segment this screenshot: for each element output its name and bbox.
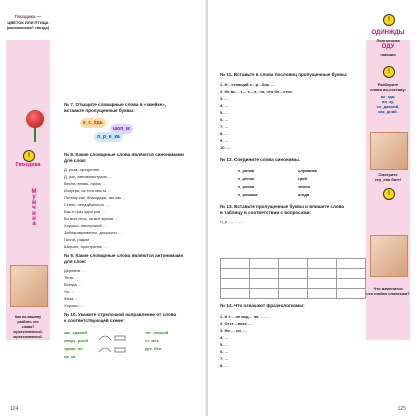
pair-right: гриб bbox=[298, 176, 308, 181]
tip-3: вс_гда, bbox=[380, 94, 396, 99]
page-number-right: 125 bbox=[397, 406, 406, 412]
ex10-word: тог_тичный bbox=[145, 330, 169, 335]
ex7-title: № 7. Отыщите словарные слова в «змейке», bbox=[64, 102, 167, 107]
proverb-line: 3. … bbox=[220, 96, 229, 101]
info-badge: ! bbox=[23, 150, 35, 162]
ex8-line: Как-то раз одно раз … bbox=[64, 209, 106, 214]
ex13-title: № 13. Вставьте пропущенные буквы и впишите слова bbox=[220, 204, 344, 209]
ex10-word: трапп_ля bbox=[64, 346, 83, 351]
pair-left: ч_ринка bbox=[238, 168, 255, 173]
table-cell[interactable] bbox=[221, 259, 250, 269]
pair-right: ягода bbox=[298, 192, 310, 197]
basket-picture bbox=[370, 132, 408, 170]
bottom-caption-5: мужественный. bbox=[13, 335, 43, 339]
page-number-left: 124 bbox=[10, 406, 19, 412]
ex7-title-2: вставьте пропущенные буквы: bbox=[64, 108, 135, 113]
vertical-letter-4: ч bbox=[32, 205, 36, 212]
ex8-line: Д. роза, прозрение … bbox=[64, 167, 105, 172]
idiom-line: 3. Ни … ни … bbox=[220, 328, 247, 333]
vertical-letter-5: и bbox=[32, 210, 36, 217]
proverb-line: 6. … bbox=[220, 117, 229, 122]
ex8-line: Изнутри, из того места … bbox=[64, 188, 112, 193]
bottom-caption-2: что любая словесам? bbox=[366, 291, 410, 296]
vertical-letter-3: ж bbox=[31, 199, 37, 206]
ex8-line: Во всю ночь, за всё время … bbox=[64, 216, 119, 221]
proverb-line: 2. Не вс… т… з…л…то, что бл…стит. bbox=[220, 89, 293, 94]
table-cell[interactable] bbox=[221, 269, 250, 279]
ex8-line: Хорошо, наилучший … bbox=[64, 223, 107, 228]
table-cell[interactable] bbox=[308, 259, 337, 269]
table-cell[interactable] bbox=[221, 279, 250, 289]
ex10-title-2: к соответствующей схеме: bbox=[64, 318, 125, 323]
mailbox-picture bbox=[370, 235, 408, 277]
ex9-line: Фаза … bbox=[64, 296, 79, 301]
pair-right: служанка bbox=[298, 168, 317, 173]
pair-left: ч_рёнок bbox=[238, 176, 255, 181]
table-cell[interactable] bbox=[250, 289, 279, 299]
ex8-title-2: для слов: bbox=[64, 158, 87, 163]
ex10-word: уре_бен bbox=[145, 346, 162, 351]
table-cell[interactable] bbox=[279, 279, 308, 289]
tip-5: сл_давний, bbox=[376, 104, 400, 109]
table-cell[interactable] bbox=[250, 259, 279, 269]
ex9-line: Уж … bbox=[64, 289, 75, 294]
right-sidebar bbox=[366, 17, 410, 340]
table-cell[interactable] bbox=[337, 259, 366, 269]
worker-picture bbox=[10, 265, 48, 307]
pic-caption-2: гер_ева батт! bbox=[374, 177, 402, 182]
idiom-line: 2. Отст…вить … bbox=[220, 321, 253, 326]
ex8-line: Широко, пространно … bbox=[64, 244, 108, 249]
table-cell[interactable] bbox=[337, 289, 366, 299]
idiom-line: 6. … bbox=[220, 349, 229, 354]
table-cell[interactable] bbox=[250, 269, 279, 279]
pair-right: земля bbox=[298, 184, 310, 189]
top-caption: Гвоздика — bbox=[14, 14, 42, 19]
table-cell[interactable] bbox=[337, 269, 366, 279]
vertical-letter-1: М bbox=[31, 189, 37, 195]
idiom-line: 4. … bbox=[220, 335, 229, 340]
top-caption-3: (колокольчик? гвоздь) bbox=[6, 26, 50, 30]
bottom-caption-3: слова? bbox=[21, 325, 35, 329]
proverb-line: 10. … bbox=[220, 145, 231, 150]
proverb-line: 7. … bbox=[220, 124, 229, 129]
ex9-line: Всегда … bbox=[64, 282, 82, 287]
info-badge-2: ! bbox=[383, 66, 395, 78]
pair-left: ч_рника bbox=[238, 184, 255, 189]
vertical-letter-6: н bbox=[32, 216, 36, 223]
ex8-line: Сталь, ненадёжность … bbox=[64, 202, 110, 207]
table-cell[interactable] bbox=[308, 279, 337, 289]
ex12-title: № 12. Соедините слова синонимы. bbox=[220, 157, 301, 162]
ex10-word: сверх_ртый bbox=[64, 338, 88, 343]
idiom-line: 7. … bbox=[220, 356, 229, 361]
table-cell[interactable] bbox=[337, 279, 366, 289]
vertical-letter-7: а bbox=[32, 221, 36, 228]
table-cell[interactable] bbox=[279, 289, 308, 299]
ex9-line: Деревня … bbox=[64, 268, 85, 273]
ex8-line: Д. рок, автомагистраль … bbox=[64, 174, 113, 179]
ex9-title: № 9. Какие словарные слова являются антонимами bbox=[64, 253, 184, 258]
bottom-caption: Что изменится bbox=[373, 286, 403, 291]
ex8-title: № 8. Какие словарные слова являются синонимами bbox=[64, 152, 184, 157]
snake-word-3: л_р_е_ка bbox=[94, 132, 123, 142]
bottom-caption: Как по-вашему bbox=[14, 315, 42, 319]
carnation-picture bbox=[26, 110, 44, 128]
vertical-word bbox=[12, 190, 56, 228]
pair-left: ч_рнишка bbox=[238, 192, 258, 197]
top-caption-2: ЦВЕТОК ИЛИ ПТИЦА bbox=[7, 20, 49, 25]
idiom-line: 1. И т… не вод… на … … bbox=[220, 314, 269, 319]
mid-caption: Гвоздика bbox=[15, 162, 41, 168]
table-cell[interactable] bbox=[308, 289, 337, 299]
table-cell[interactable] bbox=[279, 259, 308, 269]
ex13-table bbox=[220, 258, 366, 299]
bottom-caption-2: разбить эти bbox=[17, 320, 39, 324]
snake-word-2: шоп_м bbox=[110, 124, 133, 134]
table-cell[interactable] bbox=[250, 279, 279, 289]
tip-4: вн_зу, bbox=[381, 99, 395, 104]
ex13-body: Ч_р…., …, … bbox=[220, 219, 245, 224]
idiom-line: 5. … bbox=[220, 342, 229, 347]
sidebar-heading-sub2: напиши bbox=[380, 52, 396, 57]
ex13-title-2: в таблицу в соответствии с вопросами: bbox=[220, 210, 312, 215]
proverb-line: 1. Н…стоящий к…р…бль … bbox=[220, 82, 275, 87]
idiom-line: 8. … bbox=[220, 363, 229, 368]
info-badge-3: ! bbox=[383, 188, 395, 200]
ex9-line: Хорошо … bbox=[64, 303, 84, 308]
sidebar-heading-mid: Лонгоносая bbox=[376, 38, 400, 43]
ex10-word: зас_сданий bbox=[64, 330, 87, 335]
left-sidebar bbox=[6, 14, 50, 340]
ex10-schemes bbox=[95, 330, 140, 358]
ex10-title: № 10. Укажите стрелочкой направление от слова bbox=[64, 312, 177, 317]
bottom-caption-4: мужественный, bbox=[13, 330, 43, 334]
ex10-word: пр_ка bbox=[64, 354, 76, 359]
ex8-line: Почти, рядом … bbox=[64, 237, 95, 242]
pic-caption: Смотрите bbox=[378, 172, 398, 177]
table-cell[interactable] bbox=[279, 269, 308, 279]
carnation-stem bbox=[34, 128, 36, 142]
ex9-line: Тела … bbox=[64, 275, 78, 280]
tip-2: слова по-составу: bbox=[370, 87, 406, 92]
ex10-word: ст_мёк bbox=[145, 338, 159, 343]
snake-word-1: к_с_ёдь bbox=[80, 118, 106, 128]
ex8-line: Потому как, благодаря, так как … bbox=[64, 195, 127, 200]
sidebar-heading: ОДИНЖДЫ bbox=[371, 30, 405, 36]
proverb-line: 9. … bbox=[220, 138, 229, 143]
tip-6: как_дний. bbox=[378, 109, 398, 114]
ex9-title-2: для слов: bbox=[64, 259, 87, 264]
table-cell[interactable] bbox=[308, 269, 337, 279]
ex8-line: Заблаговременно, досрочно … bbox=[64, 230, 122, 235]
table-cell[interactable] bbox=[221, 289, 250, 299]
vertical-letter-2: у bbox=[32, 194, 36, 201]
tip: Разберите bbox=[377, 82, 399, 87]
right-page bbox=[208, 0, 416, 416]
ex14-title: № 14. Что означают фразеологизмы: bbox=[220, 303, 305, 308]
proverb-line: 4. … bbox=[220, 103, 229, 108]
ex8-line: Весна, вновь, прочь … bbox=[64, 181, 107, 186]
proverb-line: 8. … bbox=[220, 131, 229, 136]
sidebar-heading-sub: ОДУ bbox=[381, 44, 395, 50]
ex11-title: № 11. Вставьте в слова пословиц пропущенные буквы: bbox=[220, 72, 348, 77]
info-badge: ! bbox=[383, 14, 395, 26]
proverb-line: 5. … bbox=[220, 110, 229, 115]
